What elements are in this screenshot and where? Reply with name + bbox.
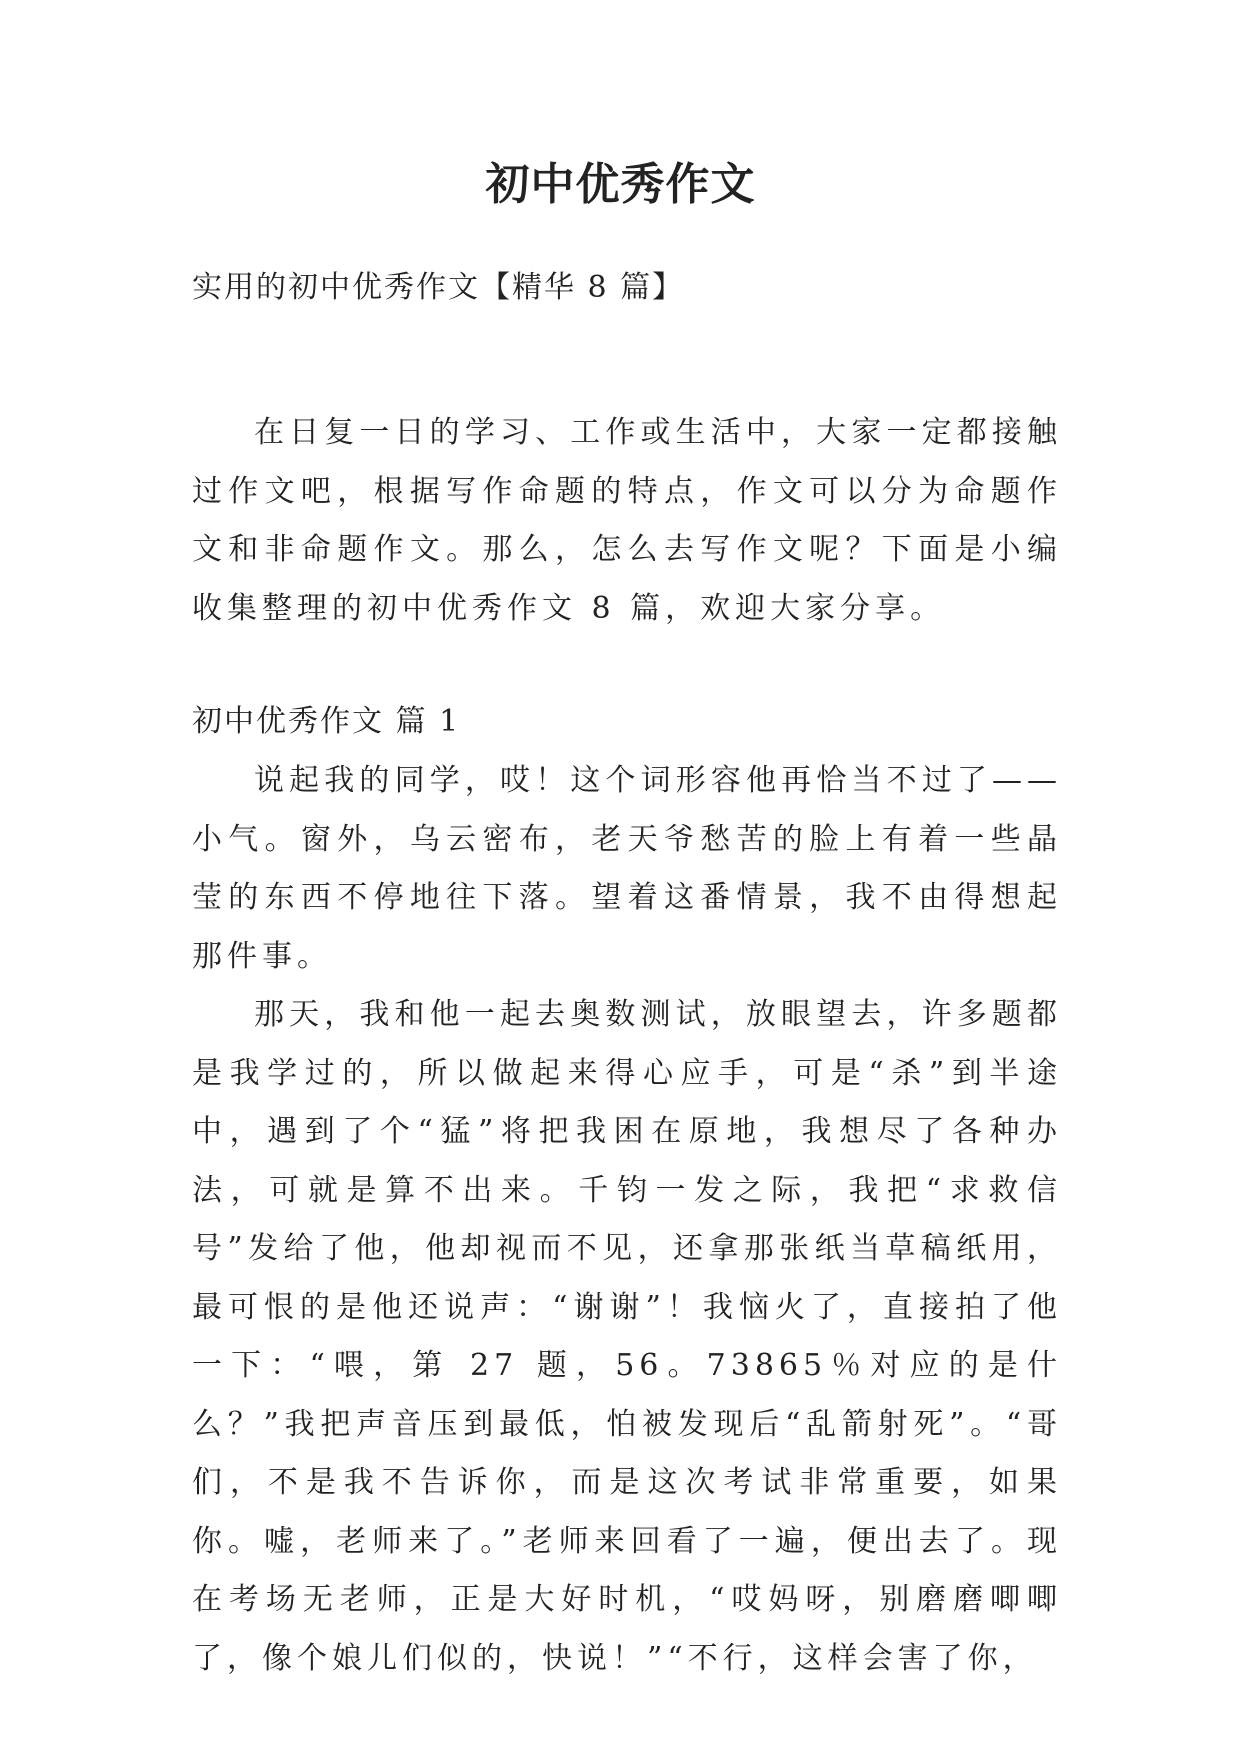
document-subtitle: 实用的初中优秀作文【精华 8 篇】 — [192, 270, 685, 305]
essay-paragraph-1: 说起我的同学，哎！这个词形容他再恰当不过了——小气。窗外，乌云密布，老天爷愁苦的脸上有着一些晶莹的东西不停地往下落。望着这番情景，我不由得想起那件事。 — [192, 763, 1062, 974]
essay-paragraph-2: 那天，我和他一起去奥数测试，放眼望去，许多题都是我学过的，所以做起来得心应手，可是“杀”到半途中，遇到了个“猛”将把我困在原地，我想尽了各种办法，可就是算不出来。千钧一发之际，我把“求救信号”发给了他，他却视而不见，还拿那张纸当草稿纸用，最可恨的是他还说声：“谢谢”！我恼火了，直接拍了他一下：“喂，第 27 题，56。73865％对应的是什么？”我把声音压到最低，怕被发现后“乱箭射死”。“哥们，不是我不告诉你，而是这次考试非常重要，如果你。嘘，老师来了。”老师来回看了一遍，便出去了。现在考场无老师，正是大好时机，“哎妈呀，别磨磨唧唧了，像个娘儿们似的，快说！”“不行，这样会害了你， — [192, 997, 1062, 1676]
essay-body — [192, 752, 1062, 1688]
document-title: 初中优秀作文 — [485, 159, 756, 210]
section-heading: 初中优秀作文 篇 1 — [192, 704, 461, 739]
intro-paragraph: 在日复一日的学习、工作或生活中，大家一定都接触过作文吧，根据写作命题的特点，作文可以分为命题作文和非命题作文。那么，怎么去写作文呢？下面是小编收集整理的初中优秀作文 8 篇，欢迎大家分享。 — [192, 415, 1062, 626]
